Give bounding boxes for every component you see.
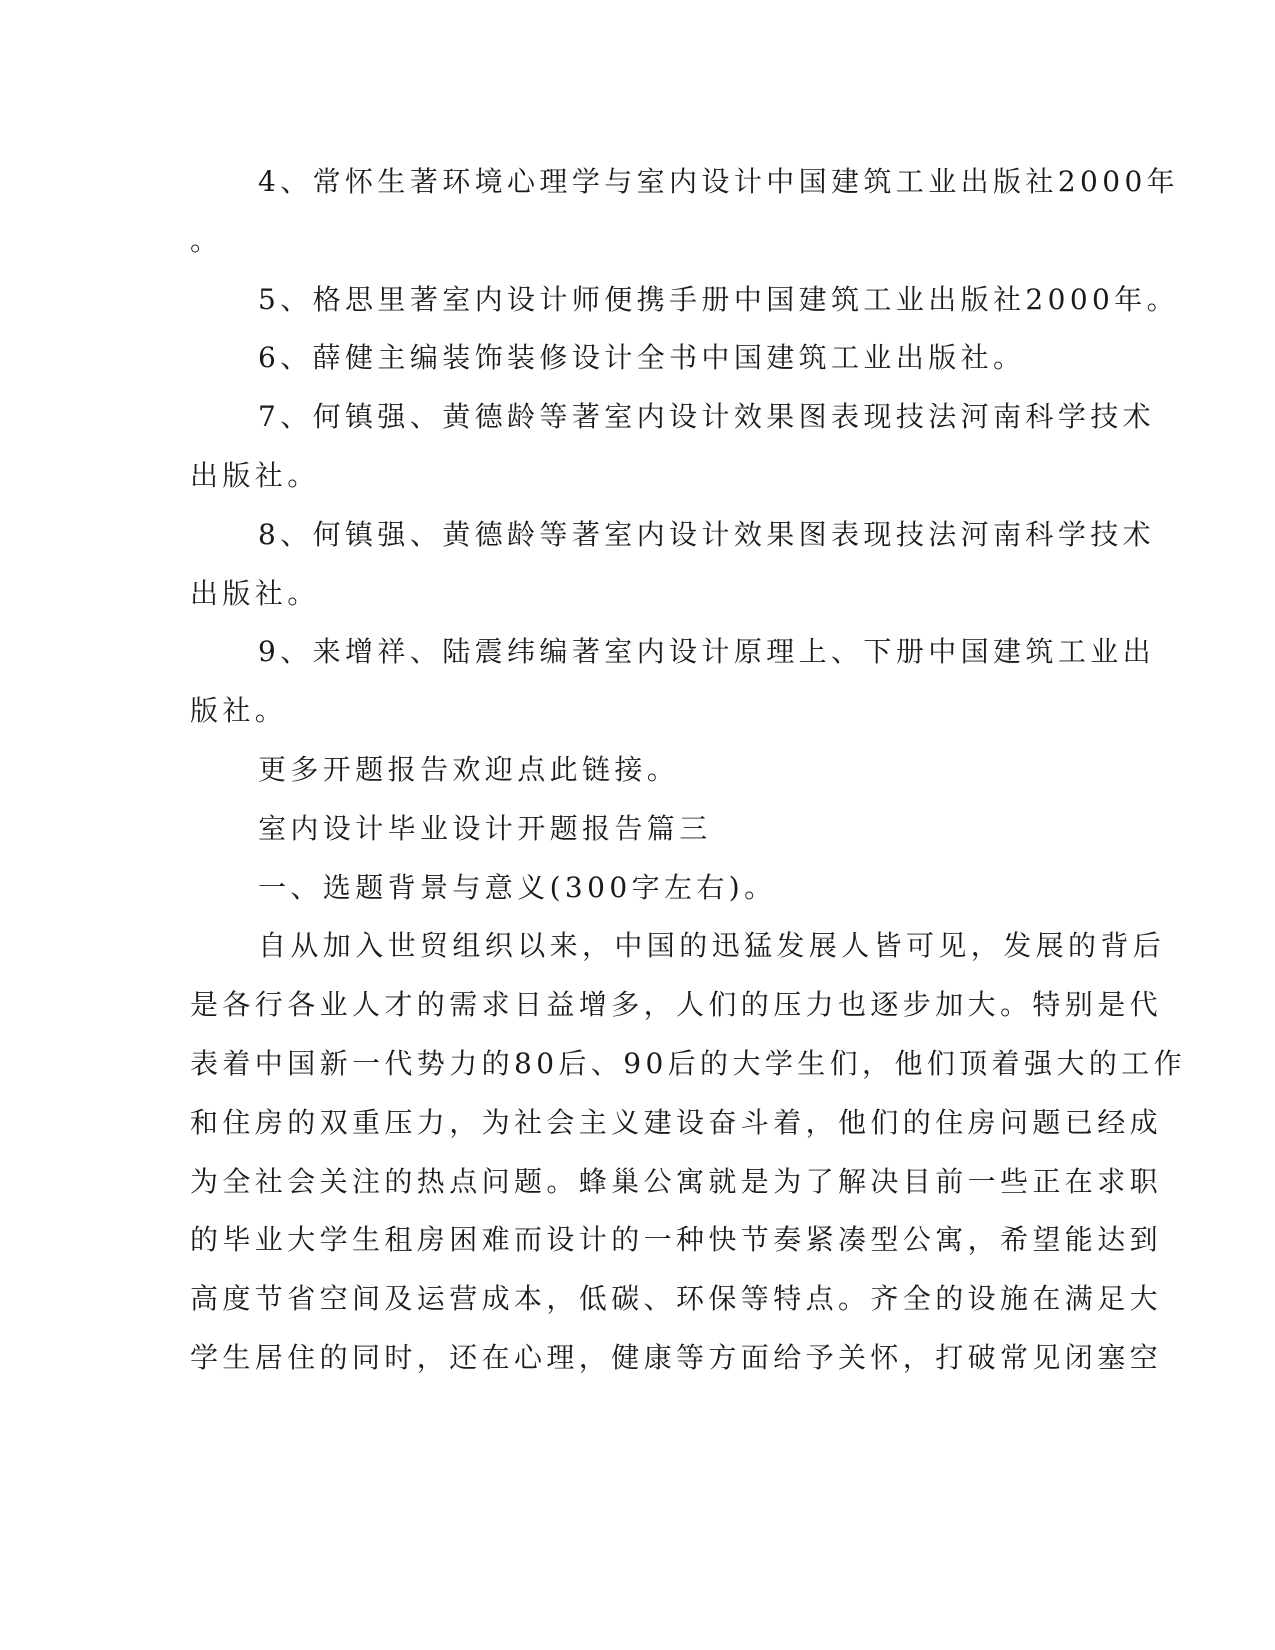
paragraph-line: 学生居住的同时，还在心理，健康等方面给予关怀，打破常见闭塞空: [190, 1341, 1163, 1374]
subsection-heading: 一、选题背景与意义(300字左右)。: [258, 871, 777, 904]
reference-item-7: 7、何镇强、黄德龄等著室内设计效果图表现技法河南科学技术: [258, 400, 1156, 433]
paragraph-line: 是各行各业人才的需求日益增多，人们的压力也逐步加大。特别是代: [190, 988, 1163, 1021]
reference-item-8-continued: 出版社。: [190, 577, 320, 610]
paragraph-line: 为全社会关注的热点问题。蜂巢公寓就是为了解决目前一些正在求职: [190, 1165, 1163, 1198]
reference-item-4: 4、常怀生著环境心理学与室内设计中国建筑工业出版社2000年: [258, 165, 1180, 198]
reference-item-8: 8、何镇强、黄德龄等著室内设计效果图表现技法河南科学技术: [258, 518, 1156, 551]
paragraph-line: 的毕业大学生租房困难而设计的一种快节奏紧凑型公寓，希望能达到: [190, 1223, 1163, 1256]
paragraph-line: 自从加入世贸组织以来，中国的迅猛发展人皆可见，发展的背后: [258, 929, 1166, 962]
reference-item-9: 9、来增祥、陆震纬编著室内设计原理上、下册中国建筑工业出: [258, 635, 1156, 668]
more-reports-link-text: 更多开题报告欢迎点此链接。: [258, 753, 680, 786]
section-heading: 室内设计毕业设计开题报告篇三: [258, 812, 712, 845]
reference-item-6: 6、薛健主编装饰装修设计全书中国建筑工业出版社。: [258, 341, 1026, 374]
paragraph-line: 表着中国新一代势力的80后、90后的大学生们，他们顶着强大的工作: [190, 1047, 1187, 1080]
paragraph-line: 高度节省空间及运营成本，低碳、环保等特点。齐全的设施在满足大: [190, 1282, 1163, 1315]
reference-item-7-continued: 出版社。: [190, 459, 320, 492]
reference-item-4-continued: 。: [190, 224, 223, 257]
reference-item-5: 5、格思里著室内设计师便携手册中国建筑工业出版社2000年。: [258, 283, 1180, 316]
reference-item-9-continued: 版社。: [190, 694, 288, 727]
paragraph-line: 和住房的双重压力，为社会主义建设奋斗着，他们的住房问题已经成: [190, 1106, 1163, 1139]
